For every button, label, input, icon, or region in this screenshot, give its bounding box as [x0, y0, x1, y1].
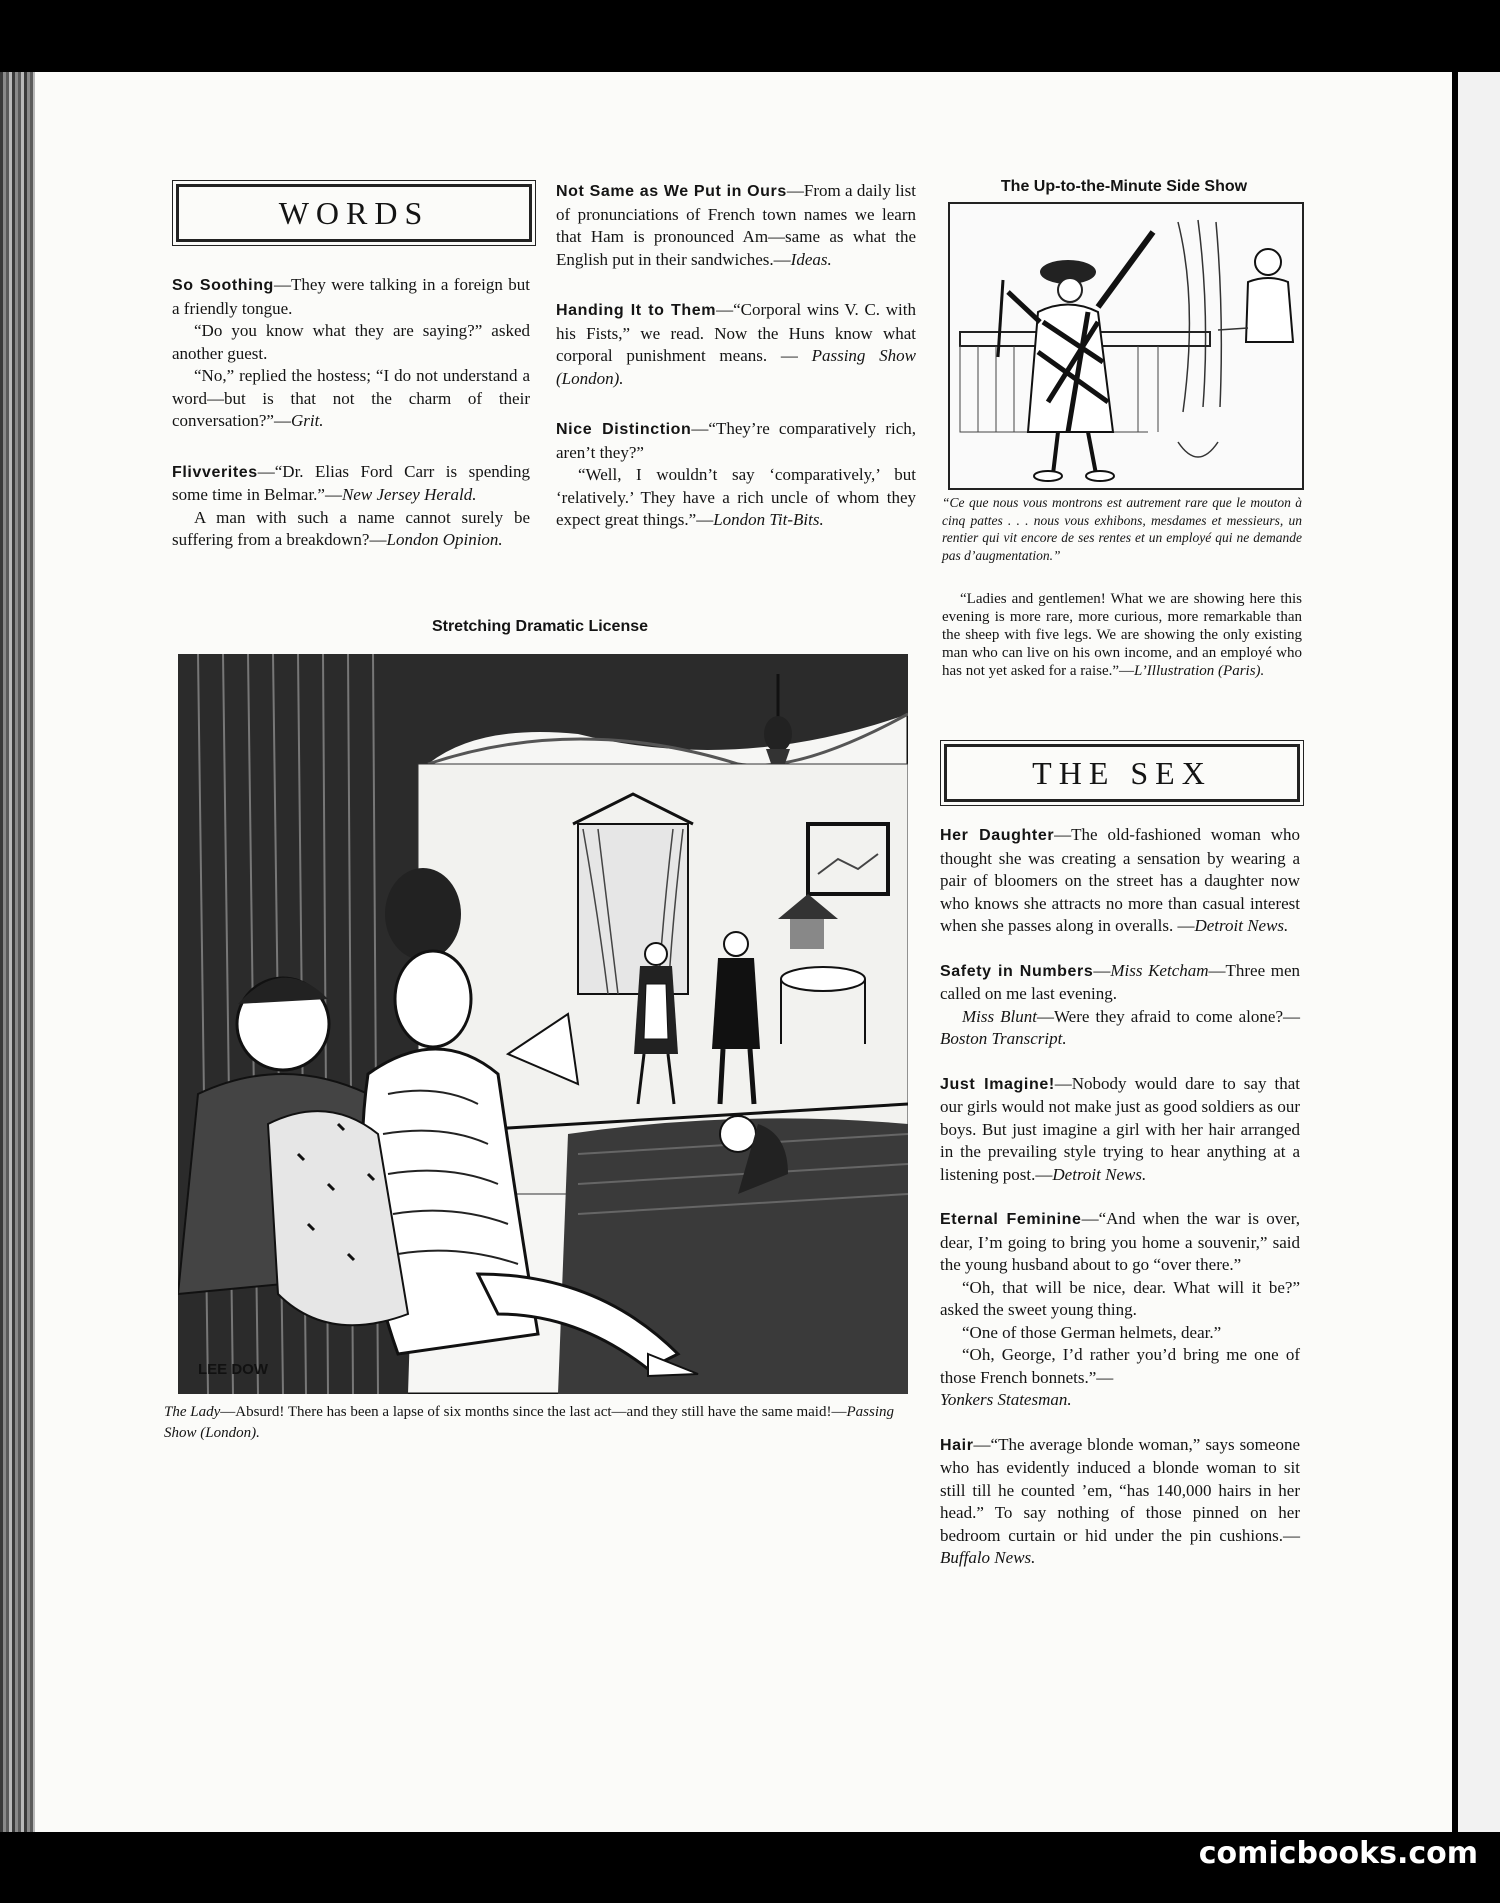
cartoon-signature: LEE DOW: [198, 1361, 268, 1378]
article-heading: Hair: [940, 1436, 974, 1454]
article-text: —Were they afraid to come alone?—: [1037, 1006, 1300, 1026]
article-text: “Well, I wouldn’t say ‘comparatively,’ but ‘relatively.’ They have a rich uncle of whom they expect great things.”—: [556, 465, 916, 529]
book-binding: [0, 72, 38, 1832]
article-text: —“Corporal wins V. C. with his Fists,” we read. Now the Huns know what corporal punishment means. —: [556, 300, 916, 365]
article-source: Buffalo News.: [940, 1548, 1036, 1567]
sideshow-title: The Up-to-the-Minute Side Show: [1000, 178, 1248, 195]
article-heading: Handing It to Them: [556, 302, 717, 319]
article-source: L’Illustration (Paris).: [1134, 663, 1265, 679]
article-text: —“The average blonde woman,” says someone who has evidently induced a blonde woman to sit still till he counted ’em, “has 140,000 hairs in her head.” To say nothing of those pinned on her bedroom curtain or hid under the pin cushions.—: [940, 1434, 1300, 1545]
article-source: Detroit News.: [1052, 1164, 1147, 1184]
article-text: “No,” replied the hostess; “I do not understand a word—but is that not the charm of their conversation?”—: [172, 366, 530, 430]
article-so-soothing: [172, 274, 530, 320]
article-just-imagine: [940, 1073, 1300, 1187]
article-source: Yonkers Statesman.: [940, 1390, 1072, 1409]
article-heading: Not Same as We Put in Ours: [556, 183, 787, 200]
caption-text: —Absurd! There has been a lapse of six months since the last act—and they still have the same maid!—: [220, 1404, 847, 1420]
article-text: —“Dr. Elias Ford Carr is spending some time in Belmar.”—: [172, 461, 530, 504]
article-speaker: Miss Blunt: [962, 1006, 1037, 1026]
the-sex-column: [940, 824, 1300, 1570]
article-eternal-feminine: [940, 1208, 1300, 1277]
article-source: London Tit-Bits.: [713, 510, 824, 529]
watermark-logo: comicbooks.com: [1198, 1836, 1478, 1871]
the-sex-heading: THE SEX: [944, 744, 1300, 802]
article-heading: Safety in Numbers: [940, 962, 1094, 980]
article-text: —“And when the war is over, dear, I’m going to bring you home a souvenir,” said the young husband about to go “over there.”: [940, 1209, 1300, 1274]
words-column: [172, 274, 530, 552]
article-text: —: [1093, 960, 1111, 980]
article-text: “Ladies and gentlemen! What we are showing here this evening is more rare, more curious, more remarkable than the sheep with five legs. We are showing the only existing man who can live on his own income, and an employé who has not yet asked for a raise.”—: [942, 591, 1302, 679]
article-heading: Her Daughter: [940, 827, 1055, 844]
article-source: Detroit News.: [1194, 916, 1289, 935]
article-not-same: [556, 180, 916, 271]
middle-column: [556, 180, 916, 532]
article-text: —From a daily list of pronunciations of French town names we learn that Ham is pronounced Am—same as what the English put in their sandwiches.—: [556, 181, 916, 269]
next-page-edge: [1452, 72, 1500, 1832]
article-heading: Eternal Feminine: [940, 1211, 1082, 1228]
article-heading: Just Imagine!: [940, 1075, 1055, 1093]
cartoon-title: Stretching Dramatic License: [431, 618, 649, 635]
article-heading: Flivverites: [172, 463, 258, 481]
article-text: “Oh, George, I’d rather you’d bring me one of those French bonnets.”—: [940, 1345, 1300, 1387]
article-source: New Jersey Herald.: [341, 485, 477, 504]
article-heading: Nice Distinction: [556, 421, 692, 438]
sideshow-english-caption: [942, 590, 1302, 680]
article-source: Boston Transcript.: [940, 1029, 1067, 1048]
sideshow-cartoon: [948, 202, 1304, 490]
cartoon-caption: [164, 1402, 914, 1444]
article-speaker: Miss Ketcham: [1110, 960, 1209, 980]
article-text: —The old-fashioned woman who thought she was creating a sensation by wearing a pair of bloomers on the street has a daughter now who knows she attracts no more than casual interest when she passes along in overalls. —: [940, 825, 1300, 935]
article-text: “Oh, that will be nice, dear. What will it be?” asked the sweet young thing.: [940, 1277, 1300, 1319]
article-her-daughter: [940, 824, 1300, 938]
words-heading: WORDS: [176, 184, 532, 242]
article-text: A man with such a name cannot surely be suffering from a breakdown?—: [172, 507, 530, 549]
article-source: Ideas.: [790, 249, 832, 269]
article-source: London Opinion.: [386, 530, 503, 549]
article-heading: So Soothing: [172, 277, 274, 294]
article-nice-distinction: [556, 418, 916, 464]
article-text: —They were talking in a foreign but a friendly tongue.: [172, 275, 530, 318]
article-source: Grit.: [290, 411, 324, 430]
article-text: —Nobody would dare to say that our girls would not make just as good soldiers as our boys. But just imagine a girl with her hair arranged in the prevailing style trying to hear anything at a listening post.—: [940, 1073, 1301, 1184]
article-text: —“They’re comparatively rich, aren’t they?”: [556, 419, 916, 462]
theater-cartoon: [178, 654, 908, 1394]
caption-source: Passing Show (London).: [164, 1404, 894, 1441]
article-hair: [940, 1434, 1300, 1570]
sideshow-french-caption: “Ce que nous vous montrons est autrement rare que le mouton à cinq pattes . . . nous vous exhibons, mesdames et messieurs, un rentier qui vit encore de ses rentes et un employé qui ne demande pas d’augmentation.”: [942, 495, 1302, 563]
article-flivverites: [172, 461, 530, 507]
article-safety-in-numbers: [940, 960, 1300, 1006]
caption-speaker: The Lady: [164, 1404, 221, 1420]
article-text: “One of those German helmets, dear.”: [962, 1322, 1222, 1342]
article-source: Passing Show (London).: [556, 346, 916, 388]
article-handing-it: [556, 299, 916, 390]
article-text: —Three men called on me last evening.: [940, 960, 1301, 1003]
article-text: “Do you know what they are saying?” asked another guest.: [172, 321, 530, 363]
